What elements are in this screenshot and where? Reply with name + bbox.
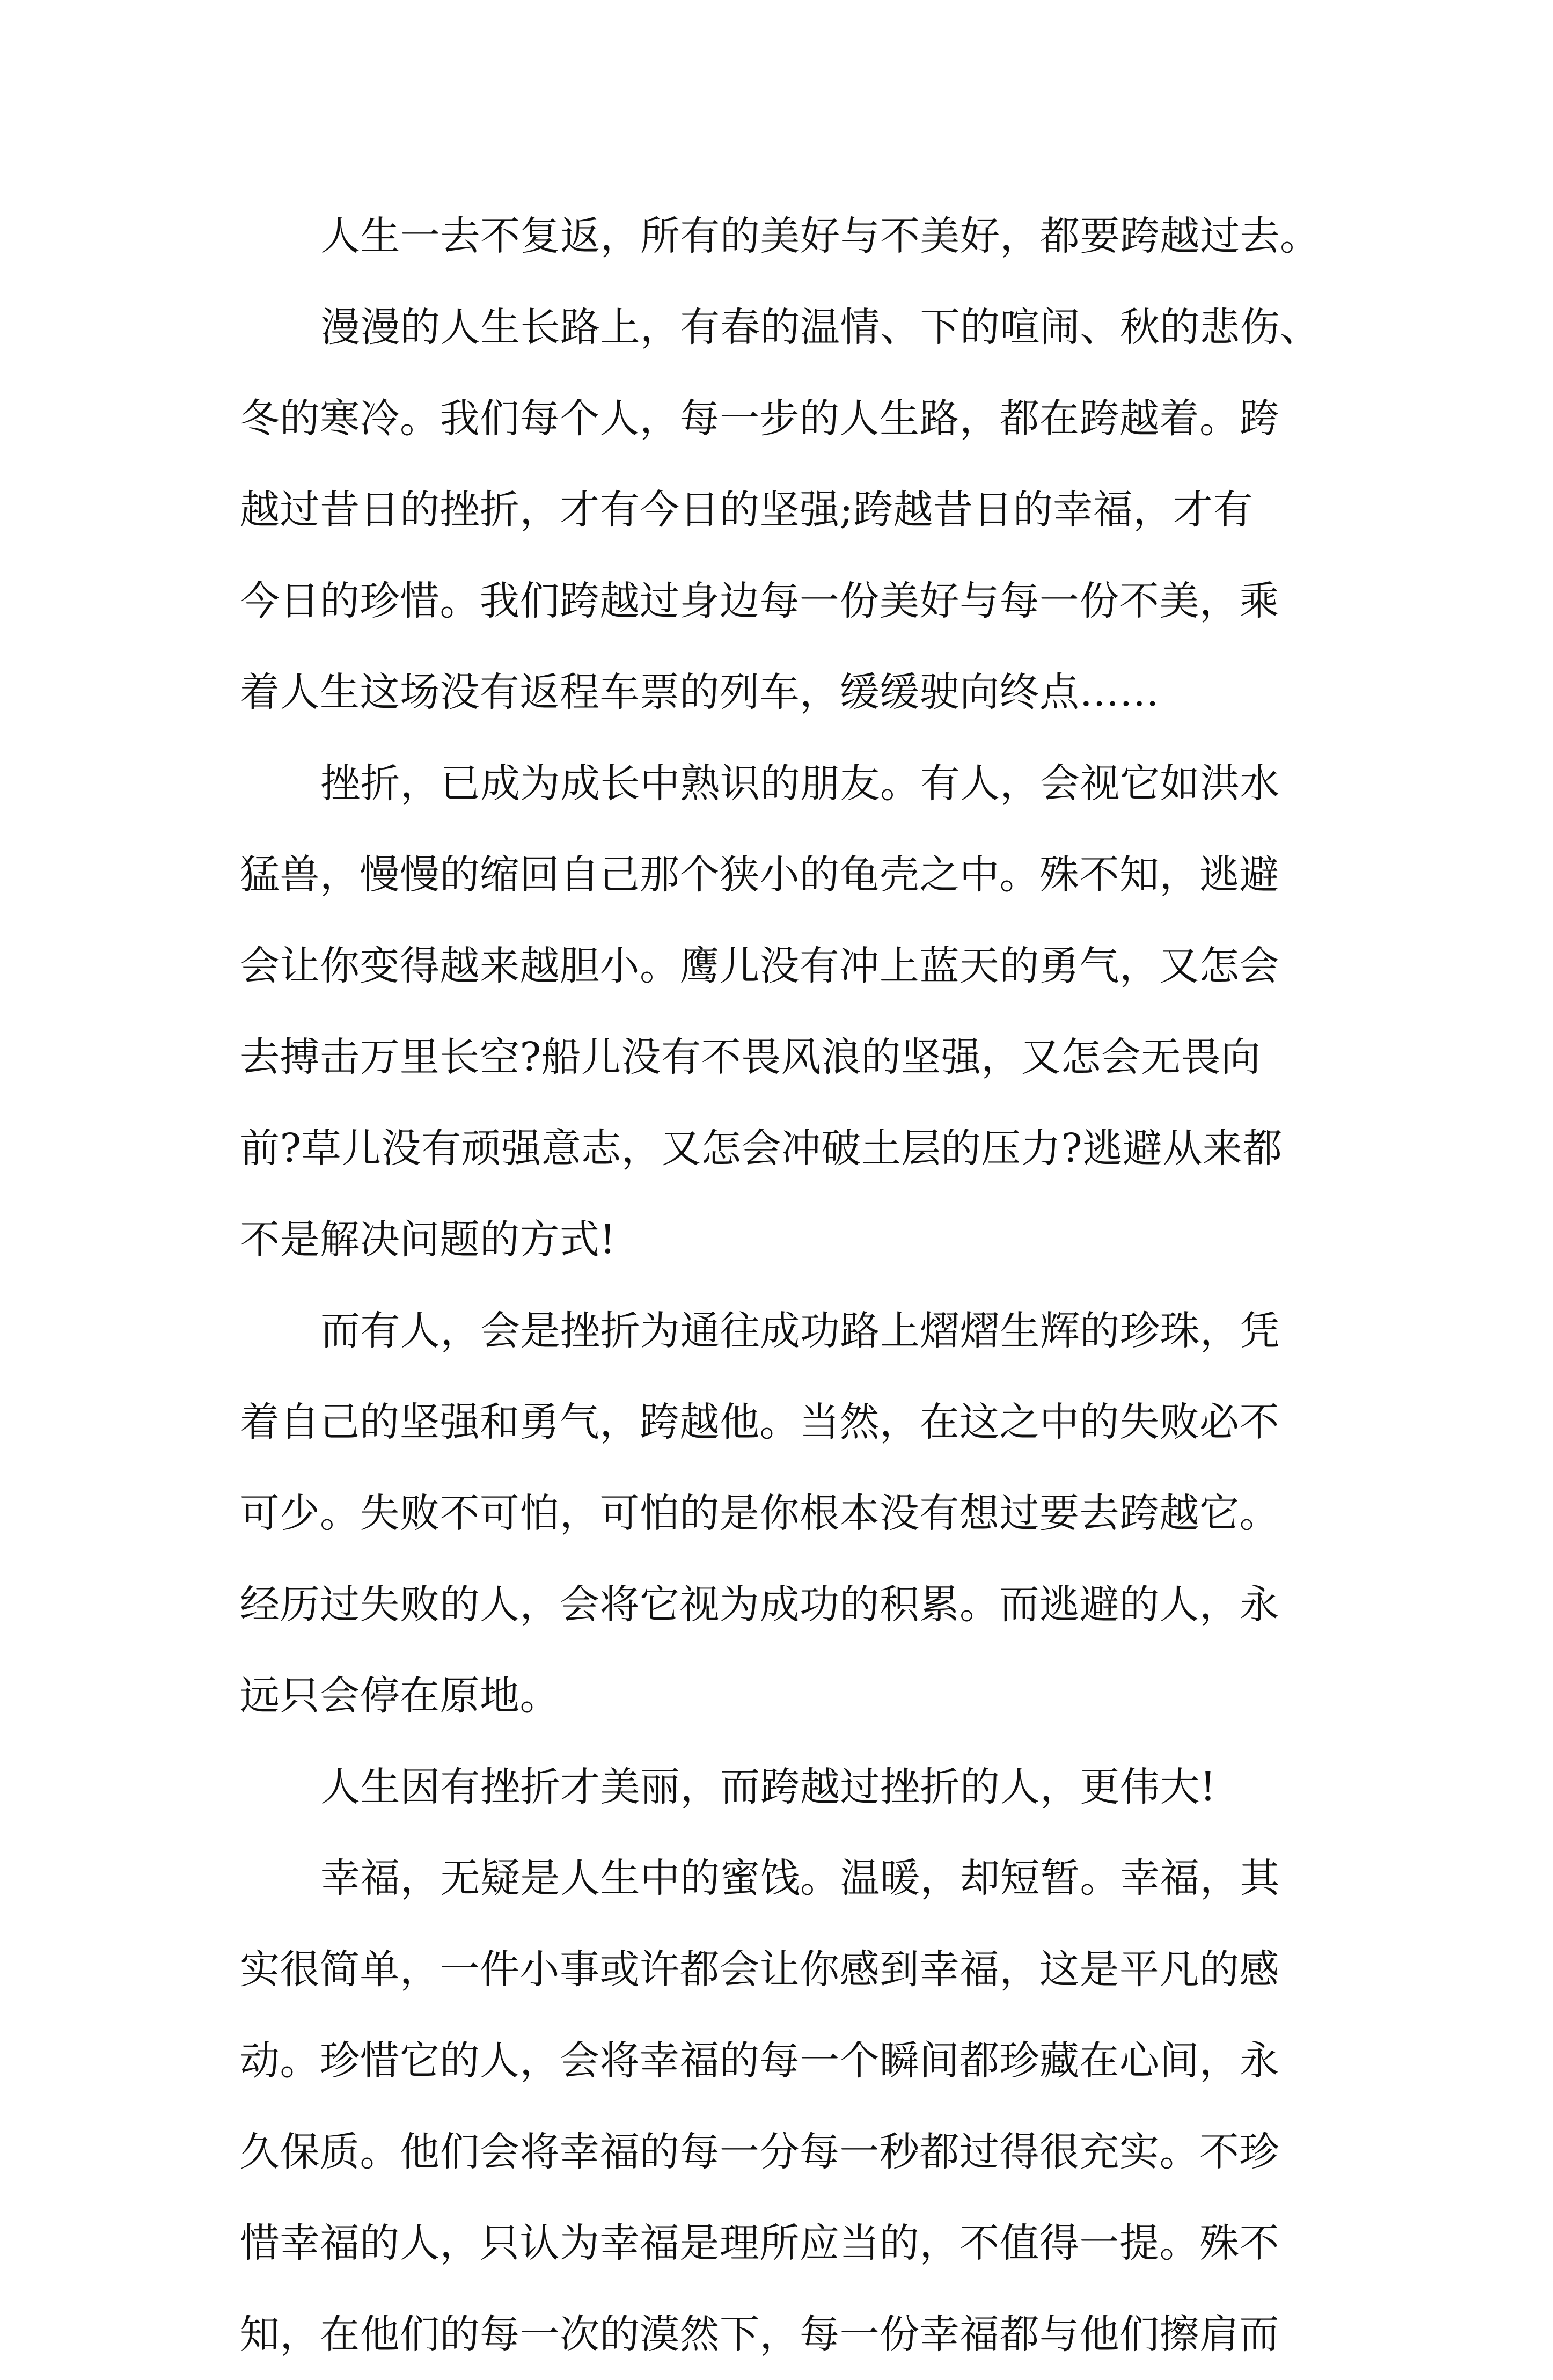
text-line: 而有人，会是挫折为通往成功路上熠熠生辉的珍珠，凭 bbox=[320, 1308, 1280, 1354]
text-line: 人生一去不复返，所有的美好与不美好，都要跨越过去。 bbox=[320, 213, 1320, 259]
text-line: 经历过失败的人，会将它视为成功的积累。而逃避的人，永 bbox=[240, 1581, 1279, 1628]
text-line: 前?草儿没有顽强意志，又怎会冲破土层的压力?逃避从来都 bbox=[240, 1125, 1283, 1171]
document-body bbox=[240, 191, 1320, 2380]
text-line: 漫漫的人生长路上，有春的温情、下的喧闹、秋的悲伤、 bbox=[320, 304, 1320, 350]
text-line: 今日的珍惜。我们跨越过身边每一份美好与每一份不美，乘 bbox=[240, 578, 1279, 624]
text-line: 远只会停在原地。 bbox=[240, 1673, 560, 1719]
text-line: 幸福，无疑是人生中的蜜饯。温暖，却短暂。幸福，其 bbox=[320, 1855, 1280, 1901]
text-line: 动。珍惜它的人，会将幸福的每一个瞬间都珍藏在心间，永 bbox=[240, 2038, 1279, 2084]
text-line: 人生因有挫折才美丽，而跨越过挫折的人，更伟大! bbox=[320, 1764, 1217, 1810]
text-line: 不是解决问题的方式! bbox=[240, 1217, 616, 1263]
text-line: 惜幸福的人，只认为幸福是理所应当的，不值得一提。殊不 bbox=[240, 2220, 1279, 2266]
text-line: 冬的寒冷。我们每个人，每一步的人生路，都在跨越着。跨 bbox=[240, 396, 1279, 442]
text-line: 挫折，已成为成长中熟识的朋友。有人，会视它如洪水 bbox=[320, 760, 1280, 807]
text-line: 越过昔日的挫折，才有今日的坚强;跨越昔日的幸福，才有 bbox=[240, 487, 1253, 533]
text-line: 会让你变得越来越胆小。鹰儿没有冲上蓝天的勇气，又怎会 bbox=[240, 943, 1279, 989]
text-line: 去搏击万里长空?船儿没有不畏风浪的坚强，又怎会无畏向 bbox=[240, 1034, 1261, 1080]
text-line: 着人生这场没有返程车票的列车，缓缓驶向终点…… bbox=[240, 669, 1160, 715]
text-line: 知，在他们的每一次的漠然下，每一份幸福都与他们擦肩而 bbox=[240, 2311, 1279, 2357]
text-line: 实很简单，一件小事或许都会让你感到幸福，这是平凡的感 bbox=[240, 1946, 1279, 1993]
text-line: 久保质。他们会将幸福的每一分每一秒都过得很充实。不珍 bbox=[240, 2129, 1279, 2175]
text-line: 猛兽，慢慢的缩回自己那个狭小的龟壳之中。殊不知，逃避 bbox=[240, 852, 1279, 898]
text-line: 可少。失败不可怕，可怕的是你根本没有想过要去跨越它。 bbox=[240, 1490, 1279, 1536]
text-line: 着自己的坚强和勇气，跨越他。当然，在这之中的失败必不 bbox=[240, 1399, 1279, 1445]
